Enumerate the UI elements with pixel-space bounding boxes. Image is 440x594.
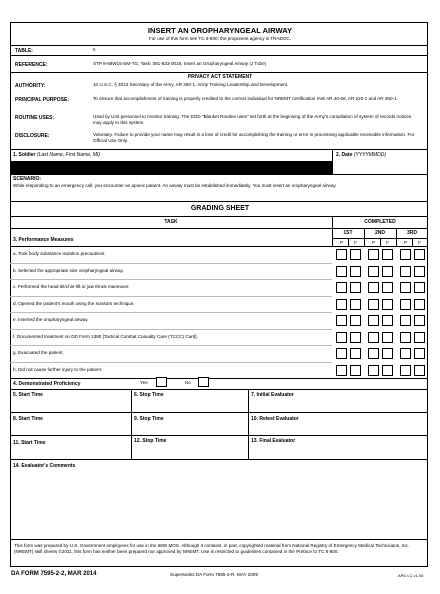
- grade-checkbox[interactable]: [400, 332, 411, 343]
- grade-checkbox[interactable]: [368, 332, 379, 343]
- grade-checkbox[interactable]: [336, 282, 347, 293]
- grade-checkbox[interactable]: [382, 365, 393, 376]
- purpose-text: To ensure that accomplishment of training is properly credited to the correct individual for NREMT certification IAW AR 40-68, AR 220-1 and AR 350-1.: [93, 96, 398, 101]
- grade-checkbox[interactable]: [414, 299, 425, 310]
- grade-checkbox[interactable]: [368, 266, 379, 277]
- attempt-3-header: 3RD: [406, 230, 417, 236]
- grade-checkbox[interactable]: [400, 315, 411, 326]
- grade-checkbox[interactable]: [350, 315, 361, 326]
- grade-checkbox[interactable]: [414, 365, 425, 376]
- yes-label: Yes: [140, 380, 148, 385]
- version-label: APD LC v1.00: [398, 573, 424, 578]
- measure-label: f. Documented treatment on DD Form 1380 [Tactical Combat Casualty Care (TCCC) Card].: [13, 333, 198, 339]
- date-field[interactable]: [333, 161, 427, 174]
- grade-checkbox[interactable]: [382, 249, 393, 260]
- table-label: TABLE:: [15, 48, 33, 54]
- grade-checkbox[interactable]: [336, 348, 347, 359]
- final-evaluator[interactable]: 13. Final Evaluator: [251, 438, 296, 444]
- grade-checkbox[interactable]: [414, 266, 425, 277]
- grade-checkbox[interactable]: [350, 365, 361, 376]
- grade-checkbox[interactable]: [350, 282, 361, 293]
- soldier-label: 1. Soldier (Last Name, First Name, MI): [13, 152, 100, 158]
- stop-time-1[interactable]: 6. Stop Time: [134, 392, 164, 398]
- measure-label: d. Opened the patient's mouth using the scissors technique.: [13, 300, 135, 306]
- grade-checkbox[interactable]: [414, 249, 425, 260]
- start-time-2[interactable]: 8. Start Time: [13, 416, 43, 422]
- p-header-3: P: [403, 240, 408, 245]
- measure-label: e. Inserted the oropharyngeal airway.: [13, 317, 89, 322]
- grade-checkbox[interactable]: [368, 365, 379, 376]
- retest-evaluator[interactable]: 10. Retest Evaluator: [251, 416, 299, 422]
- grade-checkbox[interactable]: [414, 282, 425, 293]
- grade-checkbox[interactable]: [336, 332, 347, 343]
- reference-value: STP 8-68W15-SM-TG, Task: 081-833-0016, Insert an Oropharyngeal Airway (J Tube): [93, 61, 267, 66]
- grading-heading: GRADING SHEET: [190, 205, 250, 212]
- stop-time-3[interactable]: 12. Stop Time: [134, 438, 167, 444]
- yes-checkbox[interactable]: [156, 377, 167, 387]
- authority-text: 10 U.S.C. § 3013 Secretary of the Army, AR 350-1, Army Training Leadership and Development.: [93, 82, 289, 87]
- grade-checkbox[interactable]: [336, 365, 347, 376]
- grade-checkbox[interactable]: [400, 266, 411, 277]
- measure-label: h. Did not cause further injury to the patient.: [13, 366, 103, 372]
- copyright-notice: This form was prepared by U.S. Government employees for use in the 68W MOS. Although it contains, in part, copyrighted material from National Registry of Emergency Medical Technicians, Inc. (NREMT) skill sheets ©2011, this form has neither been prepared nor approved by NREMT. Use is restricted to guidelines contained in the Preface to TC 8-800.: [14, 543, 410, 554]
- grade-checkbox[interactable]: [350, 299, 361, 310]
- grade-checkbox[interactable]: [336, 249, 347, 260]
- measure-label: c. Performed the head-tilt/chin-lift or jaw thrust maneuver.: [13, 284, 130, 289]
- proficiency-label: 4. Demonstrated Proficiency: [13, 381, 81, 387]
- f-header-2: F: [386, 240, 389, 245]
- grade-checkbox[interactable]: [350, 266, 361, 277]
- grade-checkbox[interactable]: [350, 249, 361, 260]
- start-time-3[interactable]: 11. Start Time: [13, 440, 46, 446]
- measures-label: 3. Performance Measures: [13, 237, 74, 243]
- grade-checkbox[interactable]: [382, 299, 393, 310]
- comments-label: 14. Evaluator's Comments: [13, 463, 76, 469]
- grade-checkbox[interactable]: [400, 365, 411, 376]
- grade-checkbox[interactable]: [414, 315, 425, 326]
- grade-checkbox[interactable]: [400, 348, 411, 359]
- grade-checkbox[interactable]: [336, 266, 347, 277]
- soldier-name-field[interactable]: [11, 161, 332, 174]
- stop-time-2[interactable]: 9. Stop Time: [134, 416, 164, 422]
- task-header: TASK: [164, 219, 178, 225]
- grade-checkbox[interactable]: [382, 332, 393, 343]
- grade-checkbox[interactable]: [414, 348, 425, 359]
- grade-checkbox[interactable]: [400, 249, 411, 260]
- attempt-2-header: 2ND: [374, 230, 385, 236]
- grade-checkbox[interactable]: [400, 282, 411, 293]
- purpose-label: PRINCIPAL PURPOSE:: [15, 97, 69, 103]
- reference-label: REFERENCE:: [15, 62, 48, 68]
- disclosure-text: Voluntary. Failure to provide your name may result in a loss of credit for accomplishing the training or error in processing applicable receivable information. For Official Use Only.: [93, 132, 415, 143]
- disclosure-label: DISCLOSURE:: [15, 133, 50, 139]
- form-title: INSERT AN OROPHARYNGEAL AIRWAY: [147, 26, 293, 35]
- p-header-1: P: [339, 240, 344, 245]
- scenario-text: While responding to an emergency call, you encounter an apneic patient. An airway must be established immediately. You must insert an oropharyngeal airway.: [13, 183, 337, 188]
- routine-text: Used by Unit personnel to monitor training. The DOD "Blanket Routine uses" set forth at the beginning of the Army's compilation of system of records notices may apply to this system.: [93, 114, 412, 125]
- authority-label: AUTHORITY:: [15, 83, 46, 89]
- grade-checkbox[interactable]: [414, 332, 425, 343]
- table-value: II: [93, 47, 96, 52]
- supersedes-note: Supersedes DA Form 7595-2-R, MAY 2009: [170, 572, 258, 577]
- f-header-1: F: [354, 240, 357, 245]
- f-header-3: F: [418, 240, 421, 245]
- grade-checkbox[interactable]: [336, 315, 347, 326]
- attempt-1-header: 1ST: [343, 230, 353, 236]
- grade-checkbox[interactable]: [382, 282, 393, 293]
- grade-checkbox[interactable]: [382, 266, 393, 277]
- date-label: 2. Date (YYYYMMDD): [336, 152, 387, 158]
- comments-field[interactable]: [11, 470, 427, 538]
- grade-checkbox[interactable]: [400, 299, 411, 310]
- grade-checkbox[interactable]: [368, 348, 379, 359]
- grade-checkbox[interactable]: [350, 332, 361, 343]
- routine-label: ROUTINE USES:: [15, 115, 55, 121]
- grade-checkbox[interactable]: [336, 299, 347, 310]
- grade-checkbox[interactable]: [382, 315, 393, 326]
- scenario-label: SCENARIO:: [13, 176, 42, 182]
- completed-header: COMPLETED: [364, 219, 396, 225]
- start-time-1[interactable]: 5. Start Time: [13, 392, 43, 398]
- measure-label: a. Took body substance isolation precautions.: [13, 251, 106, 256]
- grade-checkbox[interactable]: [368, 249, 379, 260]
- measure-label: g. Evacuated the patient.: [13, 350, 64, 355]
- grade-checkbox[interactable]: [368, 299, 379, 310]
- grade-checkbox[interactable]: [368, 315, 379, 326]
- initial-evaluator[interactable]: 7. Initial Evaluator: [251, 392, 294, 398]
- p-header-2: P: [371, 240, 376, 245]
- measure-label: b. Selected the appropriate size oropharyngeal airway.: [13, 267, 124, 273]
- no-label: No: [185, 380, 191, 385]
- no-checkbox[interactable]: [198, 377, 209, 387]
- grade-checkbox[interactable]: [382, 348, 393, 359]
- form-number: DA FORM 7595-2-2, MAR 2014: [11, 571, 97, 577]
- grade-checkbox[interactable]: [350, 348, 361, 359]
- grade-checkbox[interactable]: [368, 282, 379, 293]
- form-subtitle: For use of this form see TC 8-800; the proponent agency is TRADOC.: [148, 36, 292, 41]
- privacy-heading: PRIVACY ACT STATEMENT: [187, 74, 253, 80]
